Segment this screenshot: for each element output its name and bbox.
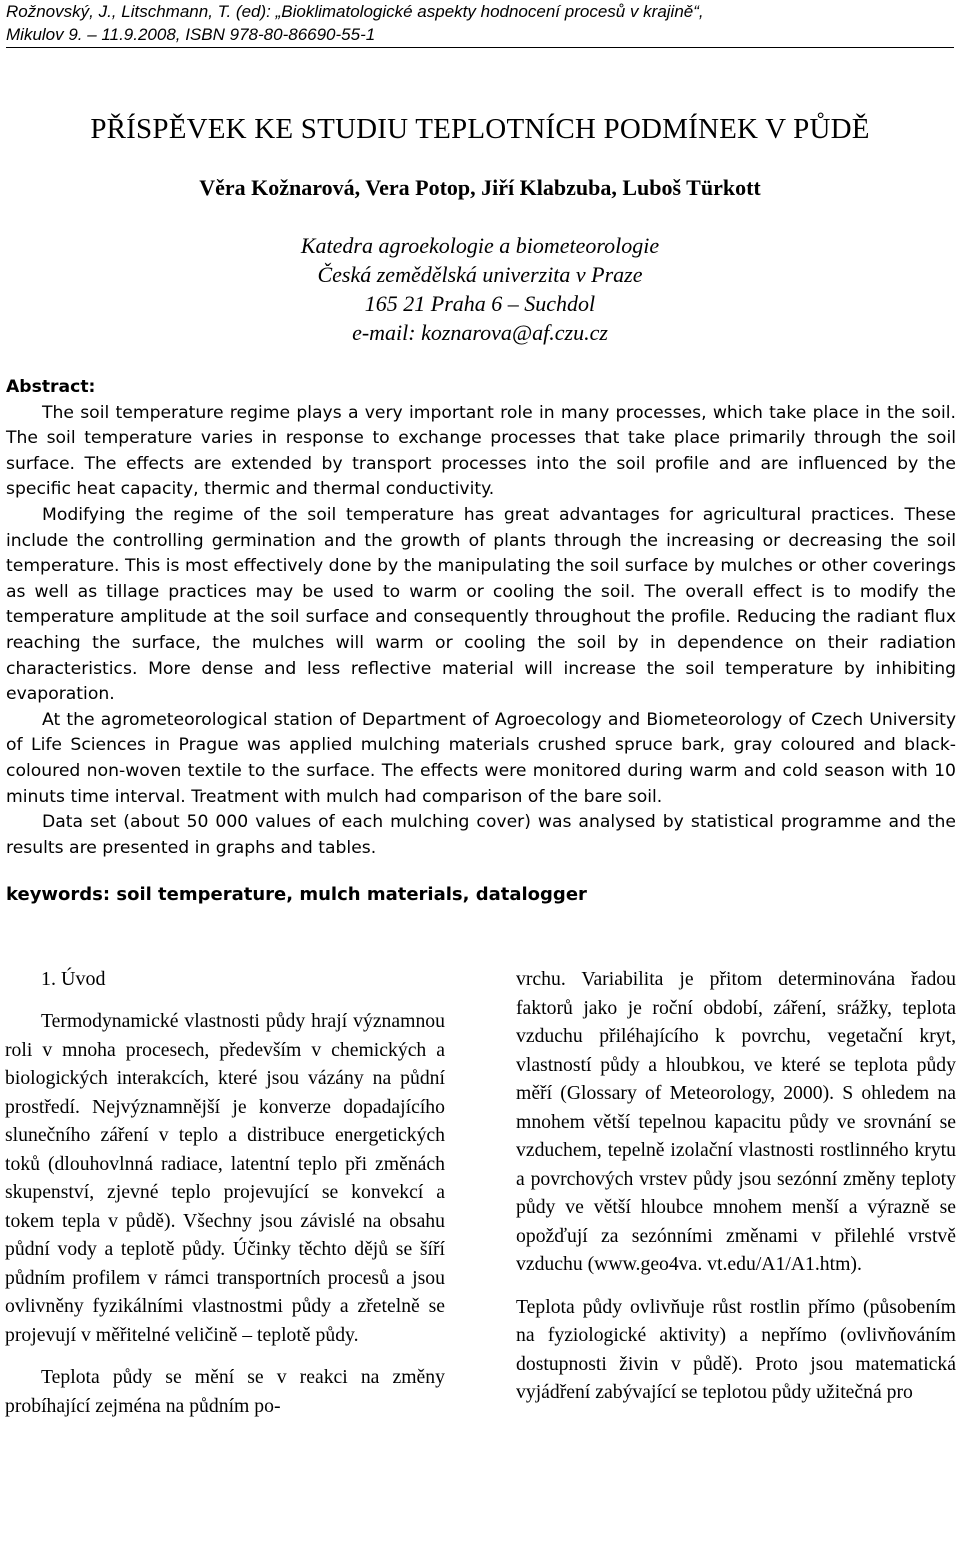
header-line-2: Mikulov 9. – 11.9.2008, ISBN 978-80-86690-55-1 [6, 25, 376, 44]
header-rule [6, 47, 954, 48]
body-paragraph: vrchu. Variabilita je přitom determinována řadou faktorů jako je roční období, záření, srážky, teplota vzduchu přiléhajícího k povrchu, vegetační kryt, vlastností půdy a hloubkou, ve které se teplota půdy měří (Glossary of Meteorology, 2000). S ohledem na mnohem větší tepelnou kapacitu půdy ve srovnání se vzduchem, tepelně izolační vlastnosti rostlinného krytu a povrchových vrstev půdy jsou sezónní změny teploty půdy ve větší hloubce mnohem menší a výrazně se opožďují za sezónními změnami v přilehlé vrstvě vzduchu (www.geo4va. vt.edu/A1/A1.htm). [516, 968, 956, 1275]
body-paragraph: Termodynamické vlastnosti půdy hrají významnou roli v mnoha procesech, především v chemických a biologických interakcích, které jsou vázány na půdní prostředí. Nejvýznamnější je konverze dopadajícího slunečního záření v teplo a distribuce energetických toků (dlouhovlnná radiace, latentní teplo při změnách skupenství, zjevné teplo projevující se konvekcí a tokem tepla v půdě). Všechny jsou závislé na obsahu půdní vody a teplotě půdy. Účinky těchto dějů se šíří půdním profilem v rámci transportních procesů a jsou ovlivněny fyzikálními vlastnostmi půdy a zřetelně se projevují v měřitelné veličině – teplotě půdy. [5, 1010, 445, 1346]
header-line-1: Rožnovský, J., Litschmann, T. (ed): „Bioklimatologické aspekty hodnocení procesů v krajině“, [6, 2, 704, 21]
body-paragraph: Teplota půdy se mění se v reakci na změny probíhající zejména na půdním po- [5, 1366, 445, 1417]
abstract [6, 375, 956, 861]
affiliation-address: 165 21 Praha 6 – Suchdol [364, 291, 596, 316]
abstract-label: Abstract: [6, 377, 96, 397]
affiliation-department: Katedra agroekologie a biometeorologie [300, 233, 660, 258]
abstract-paragraph-1: The soil temperature regime plays a very important role in many processes, which take place in the soil. The soil temperature varies in response to exchange processes that take place primarily through the soil surface. The effects are extended by transport processes into the soil profile and are influenced by the specific heat capacity, thermic and thermal conductivity. [6, 402, 956, 500]
affiliation-email: e-mail: koznarova@af.czu.cz [352, 320, 608, 345]
abstract-paragraph-4: Data set (about 50 000 values of each mulching cover) was analysed by statistical programme and the results are presented in graphs and tables. [6, 812, 956, 858]
body-paragraph: Teplota půdy ovlivňuje růst rostlin přímo (působením na fyziologické aktivity) a nepřímo (ovlivňováním dostupnosti živin v půdě). Proto jsou matematická vyjádření zabývající se teplotou půdy užitečná pro [516, 1295, 956, 1403]
body-column-right [516, 965, 956, 1407]
running-header [6, 0, 956, 46]
author-list: Věra Kožnarová, Vera Potop, Jiří Klabzuba, Luboš Türkott [199, 175, 761, 200]
body-column-left [5, 965, 445, 1420]
section-heading: 1. Úvod [41, 968, 106, 990]
abstract-paragraph-3: At the agrometeorological station of Department of Agroecology and Biometeorology of Czech University of Life Sciences in Prague was applied mulching materials crushed spruce bark, gray coloured and black-coloured non-woven textile to the surface. The effects were monitored during warm and cold season with 10 minuts time interval. Treatment with mulch had comparison of the bare soil. [6, 709, 956, 807]
paper-title: PŘÍSPĚVEK KE STUDIU TEPLOTNÍCH PODMÍNEK V PŮDĚ [90, 113, 870, 145]
affiliation-university: Česká zemědělská univerzita v Praze [317, 262, 643, 287]
keywords: keywords: soil temperature, mulch materials, datalogger [6, 884, 587, 905]
affiliation [0, 231, 960, 347]
abstract-paragraph-2: Modifying the regime of the soil temperature has great advantages for agricultural practices. These include the controlling germination and the growth of plants through the increasing or decreasing the soil temperature. This is most effectively done by the manipulating the soil surface by mulches or other coverings as well as tillage practices may be used to warm or cooling the soil. The overall effect is to modify the temperature amplitude at the soil surface and consequently throughout the profile. Reducing the radiant flux reaching the surface, the mulches will warm or cooling the soil by in dependence on their radiation characteristics. More dense and less reflective material will increase the soil temperature by inhibiting evaporation. [6, 504, 956, 705]
